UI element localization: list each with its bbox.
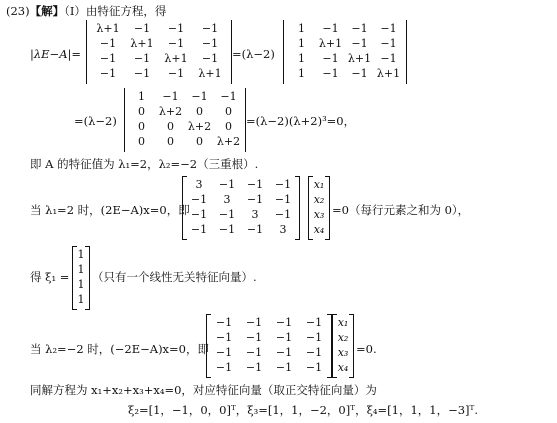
det3-cell: λ+2 xyxy=(187,120,212,133)
det3-cell: 1 xyxy=(138,90,145,103)
det-2 xyxy=(283,20,407,84)
det1-cell: λ+1 xyxy=(130,37,154,50)
solve-statement: 同解方程为 x₁+x₂+x₃+x₄=0，对应特征向量（取正交特征向量）为 xyxy=(30,383,377,397)
matrix2-cell: −1 xyxy=(275,346,293,359)
det3-cell: −1 xyxy=(162,90,179,103)
eq2-rhs: =(λ−2)(λ+2)³=0， xyxy=(246,114,356,128)
xi1-entry: 1 xyxy=(77,278,85,291)
x1-entry: x₄ xyxy=(313,223,325,236)
matrix2-cell: −1 xyxy=(215,361,233,374)
matrix2-cell: −1 xyxy=(215,316,233,329)
det2-cell: −1 xyxy=(380,37,397,50)
xi1-entry: 1 xyxy=(77,248,85,261)
det1-cell: λ+1 xyxy=(96,22,120,35)
det3-cell: 0 xyxy=(138,120,145,133)
part-label: （Ⅰ）由特征方程，得 xyxy=(64,4,167,18)
det1-cell: −1 xyxy=(167,37,185,50)
xi1-entry: 1 xyxy=(77,263,85,276)
matrix1-cell: −1 xyxy=(246,193,264,206)
det3-cell: 0 xyxy=(196,105,203,118)
matrix2-cell: −1 xyxy=(245,331,263,344)
det3-cell: λ+2 xyxy=(158,105,183,118)
x2-entry: x₁ xyxy=(337,316,349,329)
matrix2-cell: −1 xyxy=(245,316,263,329)
det1-cell: −1 xyxy=(201,22,219,35)
matrix2-cell: −1 xyxy=(245,346,263,359)
matrix-2E-minus-A xyxy=(182,176,300,240)
matrix-minus2E-minus-A xyxy=(206,314,332,378)
matrix1-cell: −1 xyxy=(274,193,292,206)
x1-entry: x₂ xyxy=(313,193,325,206)
det2-cell: −1 xyxy=(351,37,368,50)
det2-cell: 1 xyxy=(298,52,305,65)
det3-cell: 0 xyxy=(196,135,203,148)
matrix1-cell: −1 xyxy=(190,193,208,206)
x2-entry: x₂ xyxy=(337,331,349,344)
matrix2-cell: −1 xyxy=(275,316,293,329)
matrix1-cell: 3 xyxy=(195,178,203,191)
det2-cell: λ+1 xyxy=(376,67,401,80)
matrix1-cell: −1 xyxy=(218,223,236,236)
matrix1-cell: 3 xyxy=(251,208,259,221)
det2-cell: −1 xyxy=(322,22,339,35)
det3-cell: 0 xyxy=(225,120,232,133)
x-vector-2 xyxy=(332,314,354,378)
det3-cell: 0 xyxy=(167,120,174,133)
det-3 xyxy=(124,88,246,152)
matrix1-cell: 3 xyxy=(279,223,287,236)
det1-cell: −1 xyxy=(133,67,151,80)
det1-cell: −1 xyxy=(133,52,151,65)
det3-cell: 0 xyxy=(138,105,145,118)
matrix2-cell: −1 xyxy=(245,361,263,374)
det2-cell: 1 xyxy=(298,37,305,50)
det3-cell: −1 xyxy=(191,90,208,103)
det3-cell: λ+2 xyxy=(216,135,241,148)
matrix2-cell: −1 xyxy=(305,316,323,329)
matrix2-cell: −1 xyxy=(275,361,293,374)
eq1-lhs: |λE−A|= xyxy=(30,47,82,61)
matrix2-cell: −1 xyxy=(305,361,323,374)
x1-entry: x₁ xyxy=(313,178,325,191)
det2-cell: −1 xyxy=(322,67,339,80)
matrix1-cell: −1 xyxy=(190,223,208,236)
case1-rhs: =0（每行元素之和为 0）， xyxy=(332,203,470,217)
matrix2-cell: −1 xyxy=(305,346,323,359)
xi1-vector xyxy=(72,246,90,310)
det3-cell: 0 xyxy=(138,135,145,148)
xi1-entry: 1 xyxy=(77,293,85,306)
eq1-mid: =(λ−2) xyxy=(232,47,275,61)
det1-cell: −1 xyxy=(133,22,151,35)
matrix1-cell: −1 xyxy=(190,208,208,221)
det2-cell: 1 xyxy=(298,67,305,80)
eq2-lhs: =(λ−2) xyxy=(74,114,117,128)
det1-cell: −1 xyxy=(167,22,185,35)
matrix1-cell: −1 xyxy=(274,178,292,191)
det2-cell: 1 xyxy=(298,22,305,35)
det3-cell: 0 xyxy=(167,135,174,148)
problem-header xyxy=(6,4,166,18)
xi1-tail: （只有一个线性无关特征向量）. xyxy=(92,270,257,284)
det2-cell: λ+1 xyxy=(318,37,343,50)
xi1-lead: 得 ξ₁ = xyxy=(30,270,70,284)
det2-cell: −1 xyxy=(351,22,368,35)
matrix2-cell: −1 xyxy=(275,331,293,344)
matrix1-cell: −1 xyxy=(218,208,236,221)
matrix1-cell: −1 xyxy=(274,208,292,221)
det1-cell: λ+1 xyxy=(198,67,222,80)
case2-lead: 当 λ₂=−2 时，(−2E−A)x=0，即 xyxy=(30,342,209,356)
matrix2-cell: −1 xyxy=(215,346,233,359)
det1-cell: −1 xyxy=(201,52,219,65)
det1-cell: −1 xyxy=(167,67,185,80)
case1-lead: 当 λ₁=2 时，(2E−A)x=0，即 xyxy=(30,203,190,217)
det2-cell: −1 xyxy=(351,67,368,80)
matrix2-cell: −1 xyxy=(305,331,323,344)
matrix1-cell: −1 xyxy=(218,178,236,191)
matrix2-cell: −1 xyxy=(215,331,233,344)
matrix1-cell: −1 xyxy=(246,223,264,236)
det1-cell: −1 xyxy=(99,37,117,50)
det1-cell: λ+1 xyxy=(164,52,188,65)
det2-cell: −1 xyxy=(380,52,397,65)
case2-rhs: =0. xyxy=(356,342,377,356)
det3-cell: −1 xyxy=(220,90,237,103)
det1-cell: −1 xyxy=(201,37,219,50)
det2-cell: λ+1 xyxy=(347,52,372,65)
det3-cell: 0 xyxy=(225,105,232,118)
x1-entry: x₃ xyxy=(313,208,325,221)
det1-cell: −1 xyxy=(99,52,117,65)
matrix1-cell: 3 xyxy=(223,193,231,206)
matrix1-cell: −1 xyxy=(246,178,264,191)
x2-entry: x₄ xyxy=(337,361,349,374)
x2-entry: x₃ xyxy=(337,346,349,359)
det1-cell: −1 xyxy=(99,67,117,80)
problem-number: (23) xyxy=(6,4,30,18)
orthogonal-vectors: ξ₂=[1，−1，0，0]ᵀ，ξ₃=[1，1，−2，0]ᵀ，ξ₄=[1，1，1，−3]ᵀ. xyxy=(128,403,479,417)
x-vector-1 xyxy=(308,176,330,240)
det2-cell: −1 xyxy=(380,22,397,35)
det-1 xyxy=(86,20,232,84)
solution-label: 【解】 xyxy=(29,4,65,18)
det2-cell: −1 xyxy=(322,52,339,65)
eigenvalue-statement: 即 A 的特征值为 λ₁=2，λ₂=−2（三重根）. xyxy=(30,157,259,171)
